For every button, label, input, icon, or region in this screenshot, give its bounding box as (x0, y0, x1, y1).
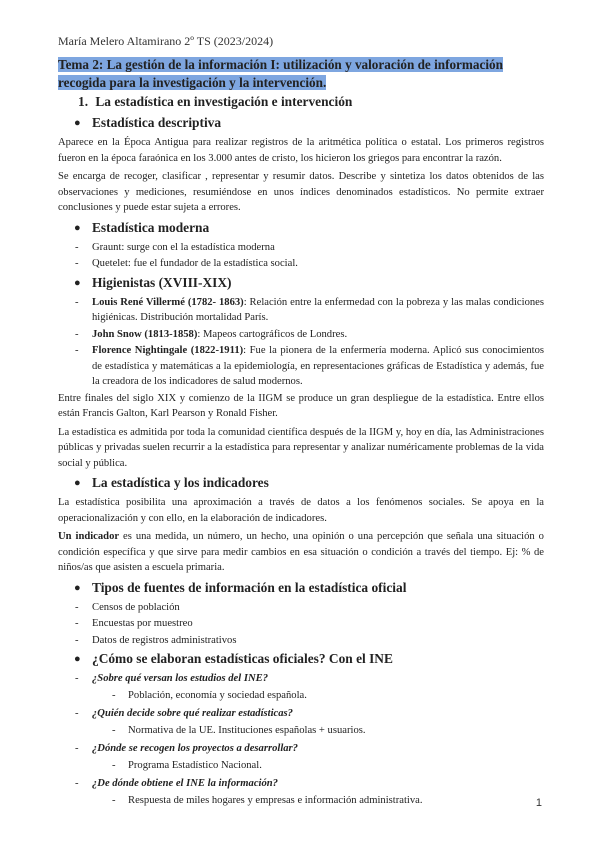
question-item (58, 671, 544, 687)
bullet-icon: ● (74, 581, 81, 594)
list-item (58, 633, 544, 649)
list-item (58, 616, 544, 632)
paragraph (58, 529, 544, 576)
paragraph-text: es una medida, un número, un hecho, una opinión o una percepción que señala una situación o condición específica y que sirve para medir cambios en esa situación o condición a través del tiempo. Ej: % de niños/as que asisten a escuela primaria. (58, 531, 544, 573)
page-number: 1 (535, 797, 542, 809)
list-item-text: : Mapeos cartográficos de Londres. (197, 328, 348, 340)
dash-icon: - (75, 618, 79, 629)
question-text: ¿Quién decide sobre qué realizar estadísticas? (92, 708, 293, 719)
list-item-text: Encuestas por muestreo (92, 618, 193, 629)
dash-icon: - (75, 673, 79, 684)
dash-icon: - (112, 794, 116, 806)
list-item (58, 295, 544, 326)
dash-icon: - (75, 778, 79, 789)
bullet-icon: ● (74, 221, 81, 234)
subheading-descriptiva (74, 114, 544, 132)
list-item (58, 343, 544, 390)
bullet-icon: ● (74, 276, 81, 289)
dash-icon: - (75, 634, 79, 646)
paragraph: Se encarga de recoger, clasificar , representar y resumir datos. Describe y sintetiza los datos obtenidos de las observaciones y mediciones, resumiéndose en unos índices denominados estadísticos. No permite extraer conclusiones y puede estar sujeta a errores. (58, 171, 544, 213)
subheading-higienistas (74, 274, 544, 292)
person-name: Louis René Villermé (1782- 1863) (92, 296, 244, 308)
dash-icon: - (112, 689, 116, 701)
subheading-label: Tipos de fuentes de información en la estadística oficial (92, 579, 407, 595)
dash-icon: - (112, 724, 116, 736)
section-title: La estadística en investigación e intervención (95, 94, 353, 109)
term-bold: Un indicador (58, 531, 120, 542)
list-item (58, 256, 544, 272)
title-highlight: Tema 2: La gestión de la información I: utilización y valoración de información recogida para la investigación y la intervención. (58, 57, 503, 90)
document-body (58, 93, 544, 811)
question-item (58, 776, 544, 792)
list-item-text: : Fue la pionera de la enfermería moderna. Aplicó sus conocimientos de estadística y matemáticas a la epidemiología, en representaciones gráficas de Estadística y además, fue la creadora de los indicadores de salud modernos. (92, 345, 544, 387)
subheading-label: ¿Cómo se elaboran estadísticas oficiales? Con el INE (92, 651, 393, 666)
list-item (58, 600, 544, 616)
bullet-icon: ● (74, 117, 81, 129)
question-text: ¿De dónde obtiene el INE la información? (92, 778, 278, 789)
answer-item (58, 688, 544, 704)
section-number: 1. (78, 94, 89, 109)
dash-icon: - (75, 601, 79, 613)
subheading-fuentes (74, 579, 544, 597)
section-heading (78, 93, 544, 110)
document-title (58, 56, 544, 92)
paragraph: Aparece en la Época Antigua para realizar registros de la aritmética política o estatal. Los primeros registros fueron en la época faraónica en los 3.000 antes de cristo, los hicieron los griegos para encontrar la razón. (58, 137, 544, 164)
answer-text: Normativa de la UE. Instituciones españolas + usuarios. (128, 724, 366, 736)
dash-icon: - (75, 345, 79, 356)
paragraph: La estadística posibilita una aproximación a través de datos a los fenómenos sociales. Se apoya en la operacionalización y con ello, en la elaboración de indicadores. (58, 497, 544, 524)
answer-text: Programa Estadístico Nacional. (128, 759, 262, 771)
subheading-moderna (74, 219, 544, 237)
answer-text: Población, economía y sociedad española. (128, 689, 307, 701)
answer-text: Respuesta de miles hogares y empresas e información administrativa. (128, 794, 423, 806)
subheading-label: Estadística descriptiva (92, 115, 222, 130)
list-item-text: Graunt: surge con el la estadística moderna (92, 241, 275, 253)
dash-icon: - (75, 328, 79, 340)
list-item-text: Quetelet: fue el fundador de la estadística social. (92, 258, 298, 269)
dash-icon: - (75, 241, 79, 253)
dash-icon: - (112, 759, 116, 771)
list-item-text: Censos de población (92, 601, 180, 613)
paragraph: Entre finales del siglo XIX y comienzo de la IIGM se produce un gran despliegue de la estadística. Entre ellos están Francis Galton, Karl Pearson y Ronald Fisher. (58, 392, 544, 419)
question-item (58, 741, 544, 757)
subheading-ine (74, 650, 544, 668)
person-name: John Snow (1813-1858) (92, 328, 198, 340)
list-item (58, 327, 544, 343)
answer-item (58, 723, 544, 739)
bullet-icon: ● (74, 477, 81, 489)
dash-icon: - (75, 708, 79, 719)
paragraph: La estadística es admitida por toda la comunidad científica después de la IIGM y, hoy en día, las Administraciones públicas y privadas suelen recurrir a la estadística para representar y analizar numéricamente problemas de la vida social y pública. (58, 426, 544, 469)
dash-icon: - (75, 258, 79, 269)
answer-item (58, 758, 544, 774)
list-item-text: : Relación entre la enfermedad con la pobreza y las malas condiciones higiénicas. Distribución mortalidad París. (92, 296, 544, 323)
page-header: María Melero Altamirano 2º TS (2023/2024) (58, 34, 274, 48)
subheading-indicadores (74, 474, 544, 492)
dash-icon: - (75, 296, 79, 308)
bullet-icon: ● (74, 653, 81, 665)
question-text: ¿Sobre qué versan los estudios del INE? (92, 673, 268, 684)
subheading-label: La estadística y los indicadores (92, 475, 269, 490)
list-item (58, 240, 544, 256)
question-item (58, 706, 544, 722)
subheading-label: Estadística moderna (92, 219, 210, 235)
dash-icon: - (75, 743, 79, 754)
person-name: Florence Nightingale (1822-1911) (92, 345, 244, 356)
question-text: ¿Dónde se recogen los proyectos a desarrollar? (92, 743, 298, 754)
subheading-label: Higienistas (XVIII-XIX) (92, 274, 232, 290)
list-item-text: Datos de registros administrativos (92, 634, 237, 646)
answer-item (58, 793, 544, 809)
